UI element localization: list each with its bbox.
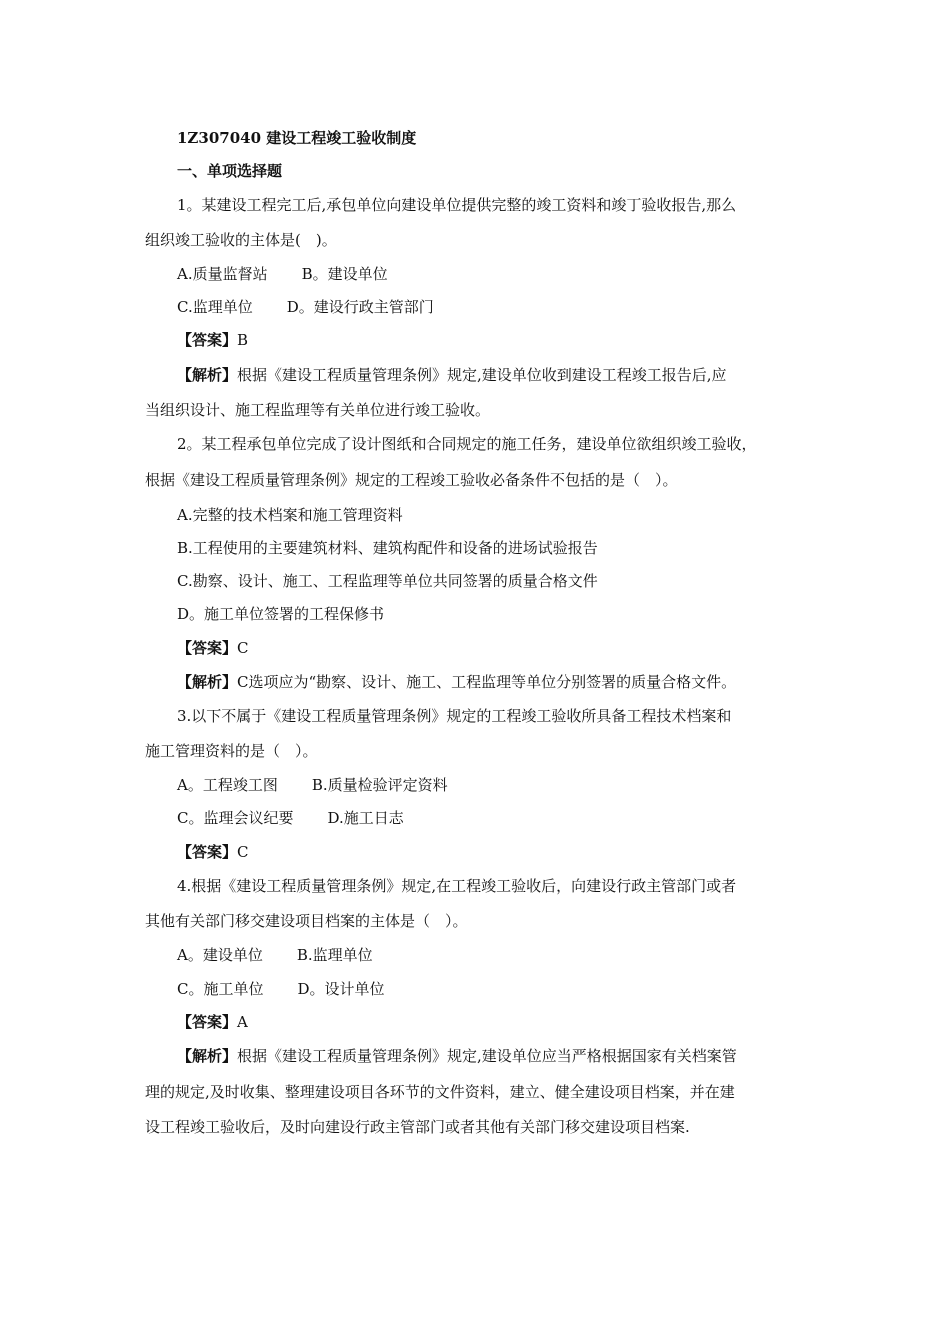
answer-tag: 【答案】 (177, 1013, 238, 1031)
question-2-option-d: D。施工单位签署的工程保修书 (177, 605, 385, 623)
question-1-options-row2 (177, 297, 434, 317)
question-2-answer (177, 638, 249, 658)
question-1-option-b: B。建设单位 (301, 265, 388, 283)
question-1-stem-line2: 组织竣工验收的主体是( )。 (145, 231, 337, 249)
document-heading (177, 128, 416, 148)
analysis-text: 根据《建设工程质量管理条例》规定,建设单位收到建设工程竣工报告后,应 (237, 366, 727, 384)
question-4-options-row2 (177, 979, 385, 999)
question-3-option-c: C。监理会议纪要 (177, 809, 294, 827)
question-4-analysis-line2: 理的规定,及时收集、整理建设项目各环节的文件资料，建立、健全建设项目档案，并在建 (145, 1083, 735, 1101)
section-title: 一、单项选择题 (177, 162, 283, 180)
question-3-option-b: B.质量检验评定资料 (311, 776, 448, 794)
answer-value: A (237, 1013, 248, 1031)
question-3-options-row1 (177, 775, 448, 795)
analysis-tag: 【解析】 (177, 1047, 238, 1065)
question-1-option-a: A.质量监督站 (177, 265, 268, 283)
analysis-tag: 【解析】 (177, 673, 238, 691)
question-1-analysis-line2: 当组织设计、施工程监理等有关单位进行竣工验收。 (145, 401, 491, 419)
question-4-stem-line2: 其他有关部门移交建设项目档案的主体是（ ）。 (145, 912, 468, 930)
question-2-option-a: A.完整的技术档案和施工管理资料 (177, 506, 403, 524)
answer-tag: 【答案】 (177, 843, 238, 861)
question-2-option-c: C.勘察、设计、施工、工程监理等单位共同签署的质量合格文件 (177, 572, 598, 590)
answer-value: C (237, 639, 249, 657)
question-4-options-row1 (177, 945, 373, 965)
question-3-option-d: D.施工日志 (327, 809, 404, 827)
analysis-tag: 【解析】 (177, 366, 238, 384)
question-3-stem-line1: 3.以下不属于《建设工程质量管理条例》规定的工程竣工验收所具备工程技术档案和 (177, 707, 732, 725)
question-2-stem-line1: 2。某工程承包单位完成了设计图纸和合同规定的施工任务，建设单位欲组织竣工验收， (177, 435, 757, 453)
question-3-option-a: A。工程竣工图 (177, 776, 278, 794)
question-2-analysis-line1 (177, 672, 736, 692)
question-4-option-c: C。施工单位 (177, 980, 264, 998)
question-1-analysis-line1 (177, 365, 727, 385)
question-3-stem-line2: 施工管理资料的是（ ）。 (145, 742, 318, 760)
answer-tag: 【答案】 (177, 639, 238, 657)
heading-code: 1Z307040 (177, 129, 262, 147)
question-1-option-d: D。建设行政主管部门 (286, 298, 434, 316)
question-1-options-row1 (177, 264, 388, 284)
answer-value: B (237, 331, 249, 349)
question-4-option-b: B.监理单位 (296, 946, 373, 964)
answer-tag: 【答案】 (177, 331, 238, 349)
analysis-text: 根据《建设工程质量管理条例》规定,建设单位应当严格根据国家有关档案管 (237, 1047, 737, 1065)
question-3-answer (177, 842, 249, 862)
question-4-stem-line1: 4.根据《建设工程质量管理条例》规定,在工程竣工验收后，向建设行政主管部门或者 (177, 877, 737, 895)
question-1-stem-line1: 1。某建设工程完工后,承包单位向建设单位提供完整的竣工资料和竣丁验收报告,那么 (177, 196, 737, 214)
question-1-option-c: C.监理单位 (177, 298, 253, 316)
question-1-answer (177, 330, 248, 350)
question-2-stem-line2: 根据《建设工程质量管理条例》规定的工程竣工验收必备条件不包括的是（ ）。 (145, 471, 678, 489)
question-4-answer (177, 1012, 248, 1032)
question-4-option-d: D。设计单位 (297, 980, 385, 998)
question-3-options-row2 (177, 808, 404, 828)
answer-value: C (237, 843, 249, 861)
question-4-analysis-line1 (177, 1046, 737, 1066)
analysis-text: C选项应为“勘察、设计、施工、工程监理等单位分别签署的质量合格文件。 (237, 673, 737, 691)
question-4-analysis-line3: 设工程竣工验收后，及时向建设行政主管部门或者其他有关部门移交建设项目档案. (145, 1118, 690, 1136)
heading-title: 建设工程竣工验收制度 (266, 129, 417, 147)
question-4-option-a: A。建设单位 (177, 946, 263, 964)
question-2-option-b: B.工程使用的主要建筑材料、建筑构配件和设备的进场试验报告 (177, 539, 598, 557)
